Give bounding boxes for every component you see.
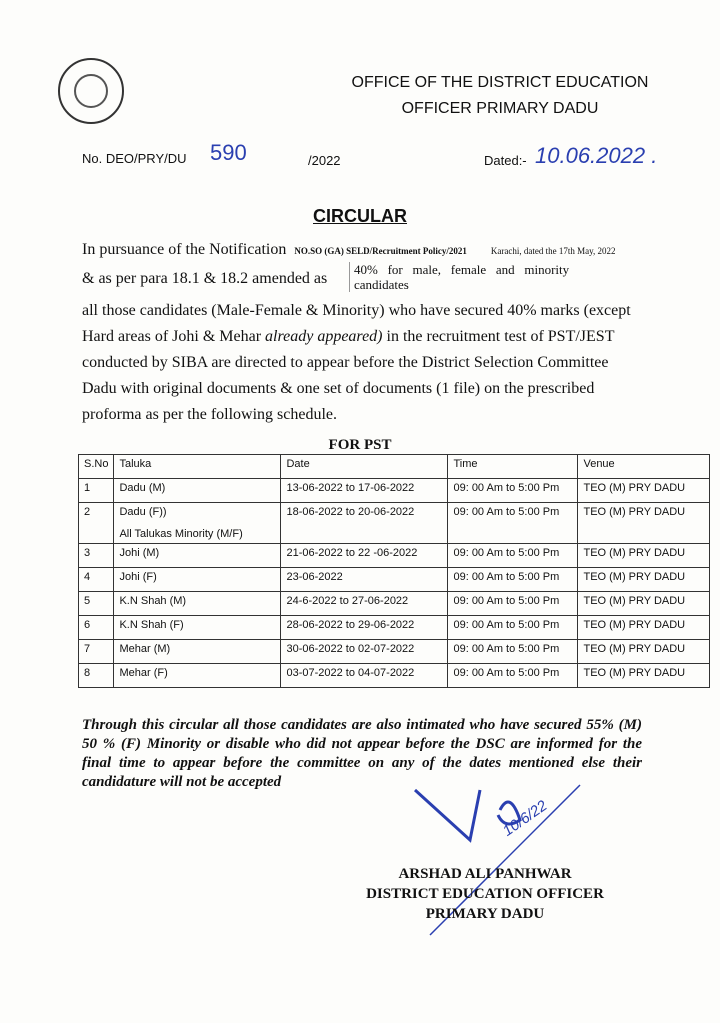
office-header xyxy=(330,70,670,122)
table-row xyxy=(79,568,710,592)
table-cell: K.N Shah (F) xyxy=(114,616,281,640)
table-cell: 7 xyxy=(79,640,114,664)
table-cell: 8 xyxy=(79,664,114,688)
table-cell: 03-07-2022 to 04-07-2022 xyxy=(281,664,448,688)
table-cell: 4 xyxy=(79,568,114,592)
col-header: S.No xyxy=(79,455,114,479)
body-line-2a: & as per para 18.1 & 18.2 amended as xyxy=(82,270,328,287)
table-cell: 21-06-2022 to 22 -06-2022 xyxy=(281,544,448,568)
table-cell: 09: 00 Am to 5:00 Pm xyxy=(448,664,578,688)
table-row xyxy=(79,503,710,544)
table-cell: Johi (F) xyxy=(114,568,281,592)
table-header-row xyxy=(79,455,710,479)
table-cell: 30-06-2022 to 02-07-2022 xyxy=(281,640,448,664)
table-cell: 3 xyxy=(79,544,114,568)
col-header: Taluka xyxy=(114,455,281,479)
table-cell: 2 xyxy=(79,503,114,544)
table-cell: TEO (M) PRY DADU xyxy=(578,503,710,544)
table-cell: TEO (M) PRY DADU xyxy=(578,592,710,616)
table-cell: 09: 00 Am to 5:00 Pm xyxy=(448,503,578,544)
table-title: FOR PST xyxy=(328,437,392,453)
table-cell: 6 xyxy=(79,616,114,640)
table-row xyxy=(79,479,710,503)
ref-number-value: 590 xyxy=(210,140,247,165)
table-cell: TEO (M) PRY DADU xyxy=(578,640,710,664)
col-header: Venue xyxy=(578,455,710,479)
table-cell: Dadu (M) xyxy=(114,479,281,503)
table-cell: 28-06-2022 to 29-06-2022 xyxy=(281,616,448,640)
circular-title: CIRCULAR xyxy=(313,206,407,226)
amended-box: 40% for male, female and minority candidates xyxy=(349,262,569,292)
footer-notice: Through this circular all those candidates are also intimated who have secured 55% (M) 50 % (F) Minority or disable who did not appear before the DSC are informed for the final time to appear before the committee on any of the dates mentioned else their candidature will not be accepted xyxy=(82,717,642,790)
schedule-table xyxy=(78,454,710,688)
table-cell: TEO (M) PRY DADU xyxy=(578,568,710,592)
dated-value: 10.06.2022 . xyxy=(535,143,658,168)
row-note: All Talukas Minority (M/F) xyxy=(119,528,243,540)
table-cell: TEO (M) PRY DADU xyxy=(578,616,710,640)
table-cell: K.N Shah (M) xyxy=(114,592,281,616)
table-row xyxy=(79,544,710,568)
header-line-2: OFFICER PRIMARY DADU xyxy=(401,100,599,117)
table-cell: 09: 00 Am to 5:00 Pm xyxy=(448,640,578,664)
table-cell: 09: 00 Am to 5:00 Pm xyxy=(448,592,578,616)
table-row xyxy=(79,616,710,640)
table-cell: TEO (M) PRY DADU xyxy=(578,479,710,503)
table-row xyxy=(79,592,710,616)
table-cell: 5 xyxy=(79,592,114,616)
table-cell: 09: 00 Am to 5:00 Pm xyxy=(448,544,578,568)
col-header: Time xyxy=(448,455,578,479)
table-cell: 09: 00 Am to 5:00 Pm xyxy=(448,568,578,592)
table-cell: 24-6-2022 to 27-06-2022 xyxy=(281,592,448,616)
table-cell: Johi (M) xyxy=(114,544,281,568)
ref-year: /2022 xyxy=(308,153,341,168)
table-cell: Mehar (M) xyxy=(114,640,281,664)
body-line-1: In pursuance of the Notification NO.SO (GA) SELD/Recruitment Policy/2021 Karachi, dated the 17th May, 2022 xyxy=(82,241,616,258)
table-cell: 18-06-2022 to 20-06-2022 xyxy=(281,503,448,544)
signature-block: ARSHAD ALI PANHWAR DISTRICT EDUCATION OFFICER PRIMARY DADU xyxy=(366,866,604,922)
ref-number-label: No. DEO/PRY/DU xyxy=(82,151,187,166)
dated-label: Dated:- xyxy=(484,153,527,168)
table-cell: 09: 00 Am to 5:00 Pm xyxy=(448,479,578,503)
header-line-1: OFFICE OF THE DISTRICT EDUCATION xyxy=(351,74,649,91)
table-cell: TEO (M) PRY DADU xyxy=(578,664,710,688)
body-paragraph: all those candidates (Male-Female & Minority) who have secured 40% marks (except Hard areas of Johi & Mehar already appeared) in the recruitment test of PST/JEST conducted by SIBA are directed to appear before the District Selection Committee Dadu with original documents & one set of documents (1 file) on the prescribed proforma as per the following schedule. xyxy=(82,302,631,423)
table-row xyxy=(79,664,710,688)
signature-date: 10/6/22 xyxy=(499,797,551,840)
table-cell: 1 xyxy=(79,479,114,503)
table-cell: Dadu (F)) All Talukas Minority (M/F) xyxy=(114,503,281,544)
table-cell: 09: 00 Am to 5:00 Pm xyxy=(448,616,578,640)
government-seal-logo xyxy=(58,58,124,124)
table-cell: 13-06-2022 to 17-06-2022 xyxy=(281,479,448,503)
table-cell: Mehar (F) xyxy=(114,664,281,688)
table-cell: 23-06-2022 xyxy=(281,568,448,592)
table-cell: TEO (M) PRY DADU xyxy=(578,544,710,568)
table-row xyxy=(79,640,710,664)
col-header: Date xyxy=(281,455,448,479)
